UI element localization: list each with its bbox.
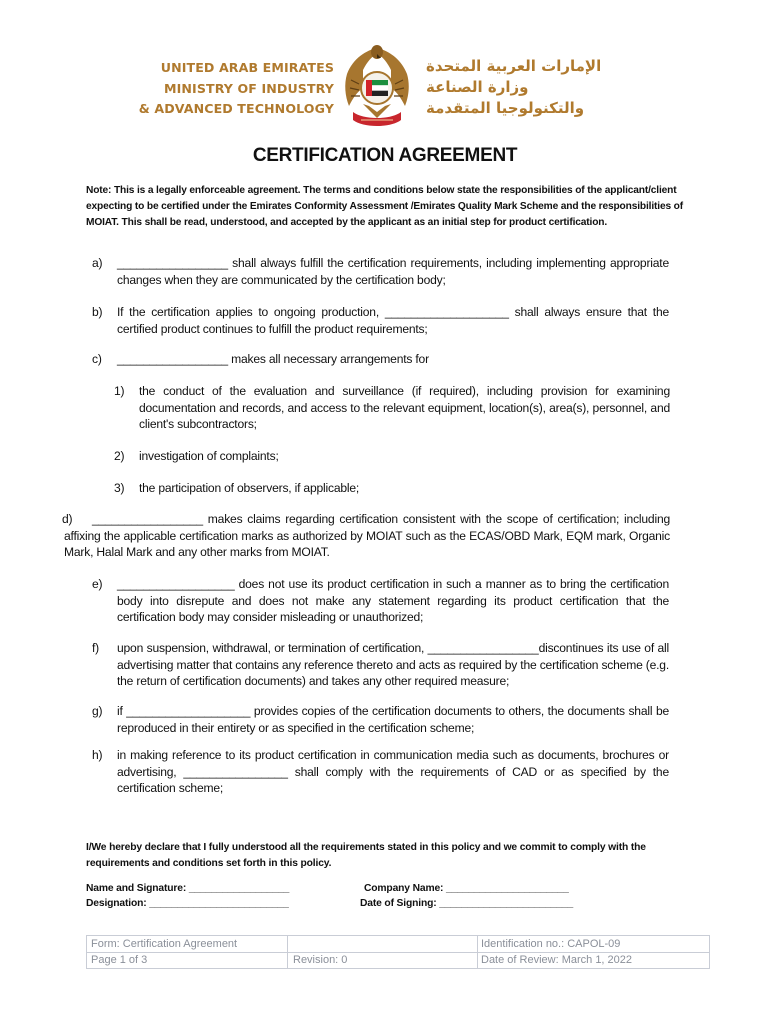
ministry-name-ar-line-3: والتكنولوجيا المتقدمة (426, 99, 585, 117)
sub-item-label: 3) (114, 481, 125, 495)
clause-label: c) (92, 352, 102, 366)
clause-label: d) (62, 512, 73, 526)
ministry-name-en-line-3: & ADVANCED TECHNOLOGY (138, 101, 334, 116)
designation-field[interactable]: Designation: _________________________ (86, 898, 289, 909)
footer-page-number: Page 1 of 3 (91, 954, 148, 966)
ministry-name-arabic (426, 56, 644, 119)
sub-item-label: 2) (114, 449, 125, 463)
clause-label: e) (92, 577, 103, 591)
ministry-name-ar-line-1: الإمارات العربية المتحدة (426, 57, 602, 75)
ministry-name-english (128, 58, 334, 120)
uae-falcon-emblem-icon (339, 40, 415, 132)
clause-text: __________________ does not use its product certification in such a manner as to bring the certification body into disrepute and does not make any statement regarding its product certification that the certification body may consider misleading or unauthorized; (117, 577, 669, 625)
declaration-line-2: requirements and conditions set forth in this policy. (86, 858, 332, 869)
ministry-name-en-line-1: UNITED ARAB EMIRATES (160, 60, 334, 75)
document-footer (86, 935, 710, 969)
clause-label: b) (92, 305, 103, 319)
clause-label: h) (92, 748, 103, 762)
footer-review-date: Date of Review: March 1, 2022 (481, 954, 633, 966)
name-signature-field[interactable]: Name and Signature: __________________ (86, 883, 290, 894)
sub-item-text: the conduct of the evaluation and surveillance (if required), including provision for examining documentation and records, and access to the relevant equipment, location(s), area(s), personnel, and client's subcontractors; (139, 384, 670, 432)
footer-revision: Revision: 0 (293, 954, 348, 966)
footer-divider (477, 936, 478, 968)
sub-item-label: 1) (114, 384, 125, 398)
clause-text: _________________ makes all necessary arrangements for (117, 352, 429, 366)
document-title: CERTIFICATION AGREEMENT (252, 145, 518, 166)
legal-note-line-2: expecting to be certified under the Emirates Conformity Assessment /Emirates Quality Mark Scheme and the responsibilities of (86, 201, 683, 212)
legal-note-line-3: MOIAT. This shall be read, understood, and accepted by the applicant as an initial step for product certification. (86, 217, 608, 228)
legal-note-line-1: Note: This is a legally enforceable agreement. The terms and conditions below state the responsibilities of the applicant/client (86, 185, 677, 196)
footer-form-name: Form: Certification Agreement (91, 938, 238, 950)
declaration (86, 840, 686, 872)
sub-item-text: the participation of observers, if applicable; (139, 481, 360, 495)
clause-text: in making reference to its product certification in communication media such as documents, brochures or advertising, ________________ shall comply with the requirements of CAD or as specified by the certification scheme; (117, 748, 669, 796)
clause-text: If the certification applies to ongoing production, ___________________ shall always ensure that the certified product continues to fulfill the product requirements; (117, 305, 669, 336)
clause-text: upon suspension, withdrawal, or termination of certification, _________________discontinues its use of all advertising matter that contains any reference thereto and acts as required by the certification scheme (e.g. the return of certification documents) and takes any other required measure; (117, 641, 669, 689)
footer-divider (287, 936, 288, 968)
clause-label: f) (92, 641, 99, 655)
clause-label: g) (92, 704, 103, 718)
clause-text: if ___________________ provides copies of the certification documents to others, the documents shall be reproduced in their entirety or as specified in the certification scheme; (117, 704, 669, 735)
declaration-line-1: I/We hereby declare that I fully understood all the requirements stated in this policy and we commit to comply with the (86, 842, 646, 853)
company-name-field[interactable]: Company Name: ______________________ (364, 883, 569, 894)
legal-note (86, 183, 690, 231)
clause-text: _________________ shall always fulfill the certification requirements, including implementing appropriate changes when they are communicated by the certification body; (117, 256, 669, 287)
sub-item-text: investigation of complaints; (139, 449, 279, 463)
ministry-name-ar-line-2: وزارة الصناعة (426, 78, 529, 96)
clause-text: _________________ makes claims regarding certification consistent with the scope of certification; including affixing the applicable certification marks as authorized by MOIAT such as the ECAS/OBD Mark, EQM mark, Organic Mark, Halal Mark and any other marks from MOIAT. (64, 512, 670, 560)
date-of-signing-field[interactable]: Date of Signing: ________________________ (360, 898, 574, 909)
clause-d (64, 511, 670, 561)
clause-label: a) (92, 256, 103, 270)
footer-identification: Identification no.: CAPOL-09 (481, 938, 621, 950)
ministry-name-en-line-2: MINISTRY OF INDUSTRY (163, 80, 334, 96)
